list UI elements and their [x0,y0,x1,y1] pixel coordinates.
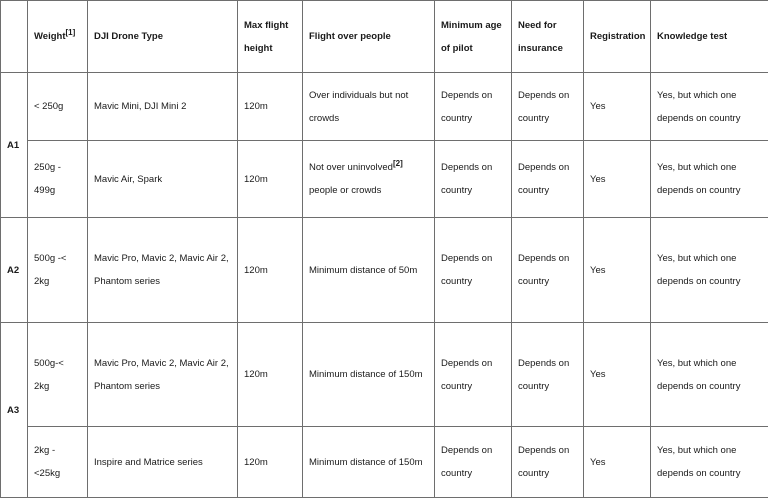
header-drone-type: DJI Drone Type [88,1,238,73]
knowledge-test-cell: Yes, but which one depends on country [651,323,768,427]
class-label-a2: A2 [1,218,28,323]
weight-cell: 500g -< 2kg [28,218,88,323]
drone-type-cell: Mavic Pro, Mavic 2, Mavic Air 2, Phantom series [88,323,238,427]
max-height-cell: 120m [238,323,303,427]
footnote-2: [2] [393,159,403,168]
flight-over-people-cell: Minimum distance of 150m [303,323,435,427]
insurance-cell: Depends on country [512,141,584,218]
registration-cell: Yes [584,323,651,427]
table-row [1,141,768,218]
drone-type-cell: Mavic Air, Spark [88,141,238,218]
flight-over-people-cell: Minimum distance of 150m [303,427,435,498]
max-height-cell: 120m [238,218,303,323]
knowledge-test-cell: Yes, but which one depends on country [651,73,768,141]
knowledge-test-cell: Yes, but which one depends on country [651,141,768,218]
header-insurance: Need for insurance [512,1,584,73]
drone-type-cell: Mavic Pro, Mavic 2, Mavic Air 2, Phantom series [88,218,238,323]
insurance-cell: Depends on country [512,323,584,427]
max-height-cell: 120m [238,73,303,141]
table-row [1,427,768,498]
insurance-cell: Depends on country [512,427,584,498]
flight-over-people-cell [303,141,435,218]
min-age-cell: Depends on country [435,141,512,218]
max-height-cell: 120m [238,427,303,498]
weight-cell: 500g-< 2kg [28,323,88,427]
header-class [1,1,28,73]
header-max-height: Max flight height [238,1,303,73]
header-min-age: Minimum age of pilot [435,1,512,73]
class-label-a3: A3 [1,323,28,498]
insurance-cell: Depends on country [512,218,584,323]
header-weight-label: Weight [34,31,66,42]
class-label-a1: A1 [1,73,28,218]
flight-over-people-cell: Over individuals but not crowds [303,73,435,141]
flight-over-people-line2: people or crowds [309,185,381,196]
drone-type-cell: Inspire and Matrice series [88,427,238,498]
weight-cell: 250g - 499g [28,141,88,218]
header-registration: Registration [584,1,651,73]
registration-cell: Yes [584,73,651,141]
insurance-cell: Depends on country [512,73,584,141]
min-age-cell: Depends on country [435,323,512,427]
weight-cell: 2kg - <25kg [28,427,88,498]
weight-cell: < 250g [28,73,88,141]
table-row [1,323,768,427]
header-row [1,1,768,73]
min-age-cell: Depends on country [435,427,512,498]
header-flight-over-people: Flight over people [303,1,435,73]
registration-cell: Yes [584,427,651,498]
max-height-cell: 120m [238,141,303,218]
flight-over-people-line1: Not over uninvolved [309,162,393,173]
drone-type-cell: Mavic Mini, DJI Mini 2 [88,73,238,141]
registration-cell: Yes [584,141,651,218]
knowledge-test-cell: Yes, but which one depends on country [651,427,768,498]
footnote-1: [1] [66,28,76,37]
header-weight [28,1,88,73]
table-row [1,218,768,323]
registration-cell: Yes [584,218,651,323]
table-row [1,73,768,141]
min-age-cell: Depends on country [435,73,512,141]
header-knowledge-test: Knowledge test [651,1,768,73]
min-age-cell: Depends on country [435,218,512,323]
flight-over-people-cell: Minimum distance of 50m [303,218,435,323]
knowledge-test-cell: Yes, but which one depends on country [651,218,768,323]
